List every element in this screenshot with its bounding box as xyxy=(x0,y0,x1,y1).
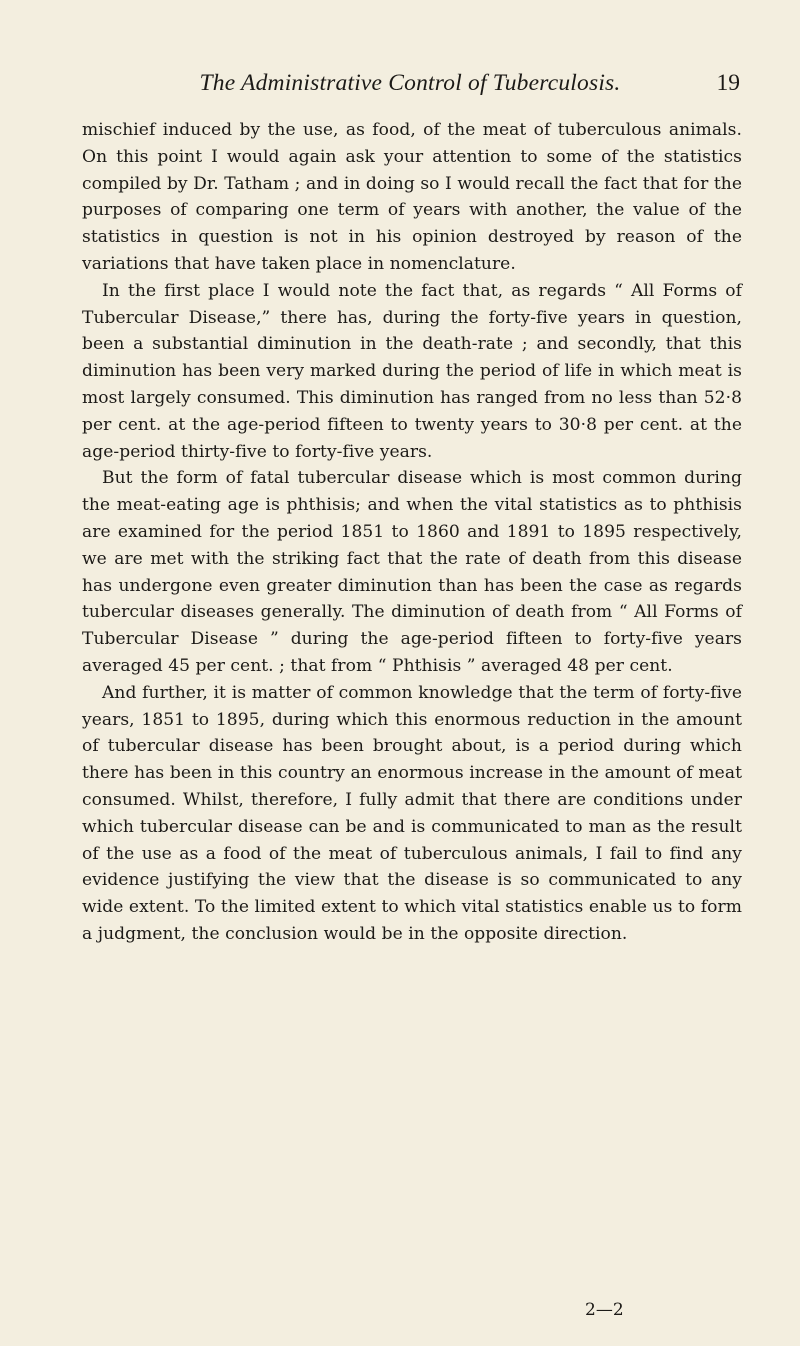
paragraph: And further, it is matter of common knowledge that the term of forty-five years, 1851 to 1895, during which this enormous reduction in the amount of tubercular disease has been brought about, is a period during which there has been in this country an enormous increase in the amount of meat consumed. Whilst, therefore, I fully admit that there are conditions under which tubercular disease can be and is communicated to man as the result of the use as a food of the meat of tuberculous animals, I fail to find any evidence justifying the view that the disease is so communicated to any wide extent. To the limited extent to which vital statistics enable us to form a judgment, the conclusion would be in the opposite direction. xyxy=(82,682,742,944)
paragraph: In the first place I would note the fact that, as regards “ All Forms of Tubercular Disease,” there has, during the forty-five years in question, been a substantial diminution in the death-rate ; and secondly, that this diminution has been very marked during the period of life in which meat is most largely consumed. This diminution has ranged from no less than 52·8 per cent. at the age-period fifteen to twenty years to 30·8 per cent. at the age-period thirty-five to forty-five years. xyxy=(82,280,742,462)
paragraph-continued: mischief induced by the use, as food, of the meat of tuberculous animals. On this point I would again ask your attention to some of the statistics compiled by Dr. Tatham ; and in doing so I would recall the fact that for the purposes of comparing one term of years with another, the value of the statistics in question is not in his opinion destroyed by reason of the variations that have taken place in nomenclature. xyxy=(82,120,742,274)
page-number: 19 xyxy=(716,70,740,96)
body-text xyxy=(82,117,742,948)
running-title: The Administrative Control of Tuberculosis. xyxy=(199,70,621,96)
running-header xyxy=(80,70,740,106)
paragraph: But the form of fatal tubercular disease which is most common during the meat-eating age is phthisis; and when the vital statistics as to phthisis are examined for the period 1851 to 1860 and 1891 to 1895 respectively, we are met with the striking fact that the rate of death from this disease has undergone even greater diminution than has been the case as regards tubercular diseases generally. The diminution of death from “ All Forms of Tubercular Disease ” during the age-period fifteen to forty-five years averaged 45 per cent. ; that from “ Phthisis ” averaged 48 per cent. xyxy=(82,468,742,676)
signature-mark: 2—2 xyxy=(585,1300,624,1320)
